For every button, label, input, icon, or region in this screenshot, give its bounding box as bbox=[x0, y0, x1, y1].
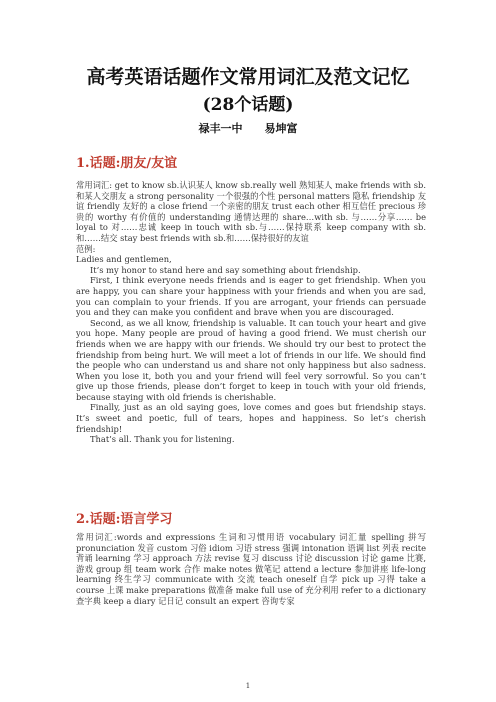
section-body-language bbox=[76, 532, 426, 606]
greeting-line: Ladies and gentlemen, bbox=[76, 254, 172, 265]
section-heading-language: 2.话题:语言学习 bbox=[76, 512, 173, 527]
essay-paragraph-3: Second, as we all know, friendship is valuable. It can touch your heart and give you hope. Many people are proud of having a good friend. We must cherish our friends when we are happy with our friends. We should try our best to protect the friendship from being hurt. We will meet a lot of friends in our life. We should find the people who can understand us and share not only happiness but also sadness. When you lose it, both you and your friend will feel very sorrowful. So you can’t give up those friends, please don’t forget to keep in touch with your old friends, because staying with old friends is cherishable. bbox=[76, 317, 426, 402]
page-number: 1 bbox=[245, 682, 251, 690]
document-title: 高考英语话题作文常用词汇及范文记忆 bbox=[86, 66, 410, 88]
document-subtitle: (28个话题) bbox=[202, 95, 294, 115]
essay-paragraph-5: That’s all. Thank you for listening. bbox=[90, 434, 235, 445]
section-body-friendship bbox=[76, 180, 426, 445]
section-heading-friendship: 1.话题:朋友/友谊 bbox=[76, 156, 178, 171]
essay-paragraph-1: It’s my honor to stand here and say something about friendship. bbox=[90, 264, 361, 275]
vocab-paragraph: 常用词汇: get to know sb.认识某人 know sb.really well 熟知某人 make friends with sb.和某人交朋友 a strong personality 一个很强的个性 personal matters 隐私 friendship 友谊 friendly 友好的 a close friend 一个亲密的朋友 trust each other 相互信任 precious 珍贵的 worthy 有价值的 understanding 通情达理的 share…with sb. 与……分享…… be loyal to 对……忠诚 keep in touch with sb.与……保持联系 keep company with sb.和……结交 stay best friends with sb.和……保持很好的友谊 bbox=[76, 180, 426, 243]
vocab-paragraph: 常用词汇:words and expressions 生词和习惯用语 vocabulary 词汇量 spelling 拼写 pronunciation 发音 custom 习俗 idiom 习语 stress 强调 intonation 语调 list 列表 recite 背诵 learning 学习 approach 方法 revise 复习 discuss 讨论 discussion 讨论 game 比赛,游戏 group 组 team work 合作 make notes 做笔记 attend a lecture 参加讲座 life-long learning 终生学习 communicate with 交流 teach oneself 自学 pick up 习得 take a course 上课 make preparations 做准备 make full use of 充分利用 refer to a dictionary 查字典 keep a diary 记日记 consult an expert 咨询专家 bbox=[76, 532, 426, 606]
essay-paragraph-4: Finally, just as an old saying goes, love comes and goes but friendship stays. It’s sweet and poetic, full of tears, hopes and happiness. So let’s cherish friendship! bbox=[76, 402, 426, 434]
essay-paragraph-2: First, I think everyone needs friends and is eager to get friendship. When you are happy, you can share your happiness with your friends and when you are sad, you can complain to your friends. If you are arrogant, your friends can persuade you and they can make you confident and brave when you are discouraged. bbox=[76, 275, 426, 318]
author-line: 禄丰一中 易坤富 bbox=[198, 122, 298, 135]
example-label: 范例: bbox=[76, 243, 96, 254]
